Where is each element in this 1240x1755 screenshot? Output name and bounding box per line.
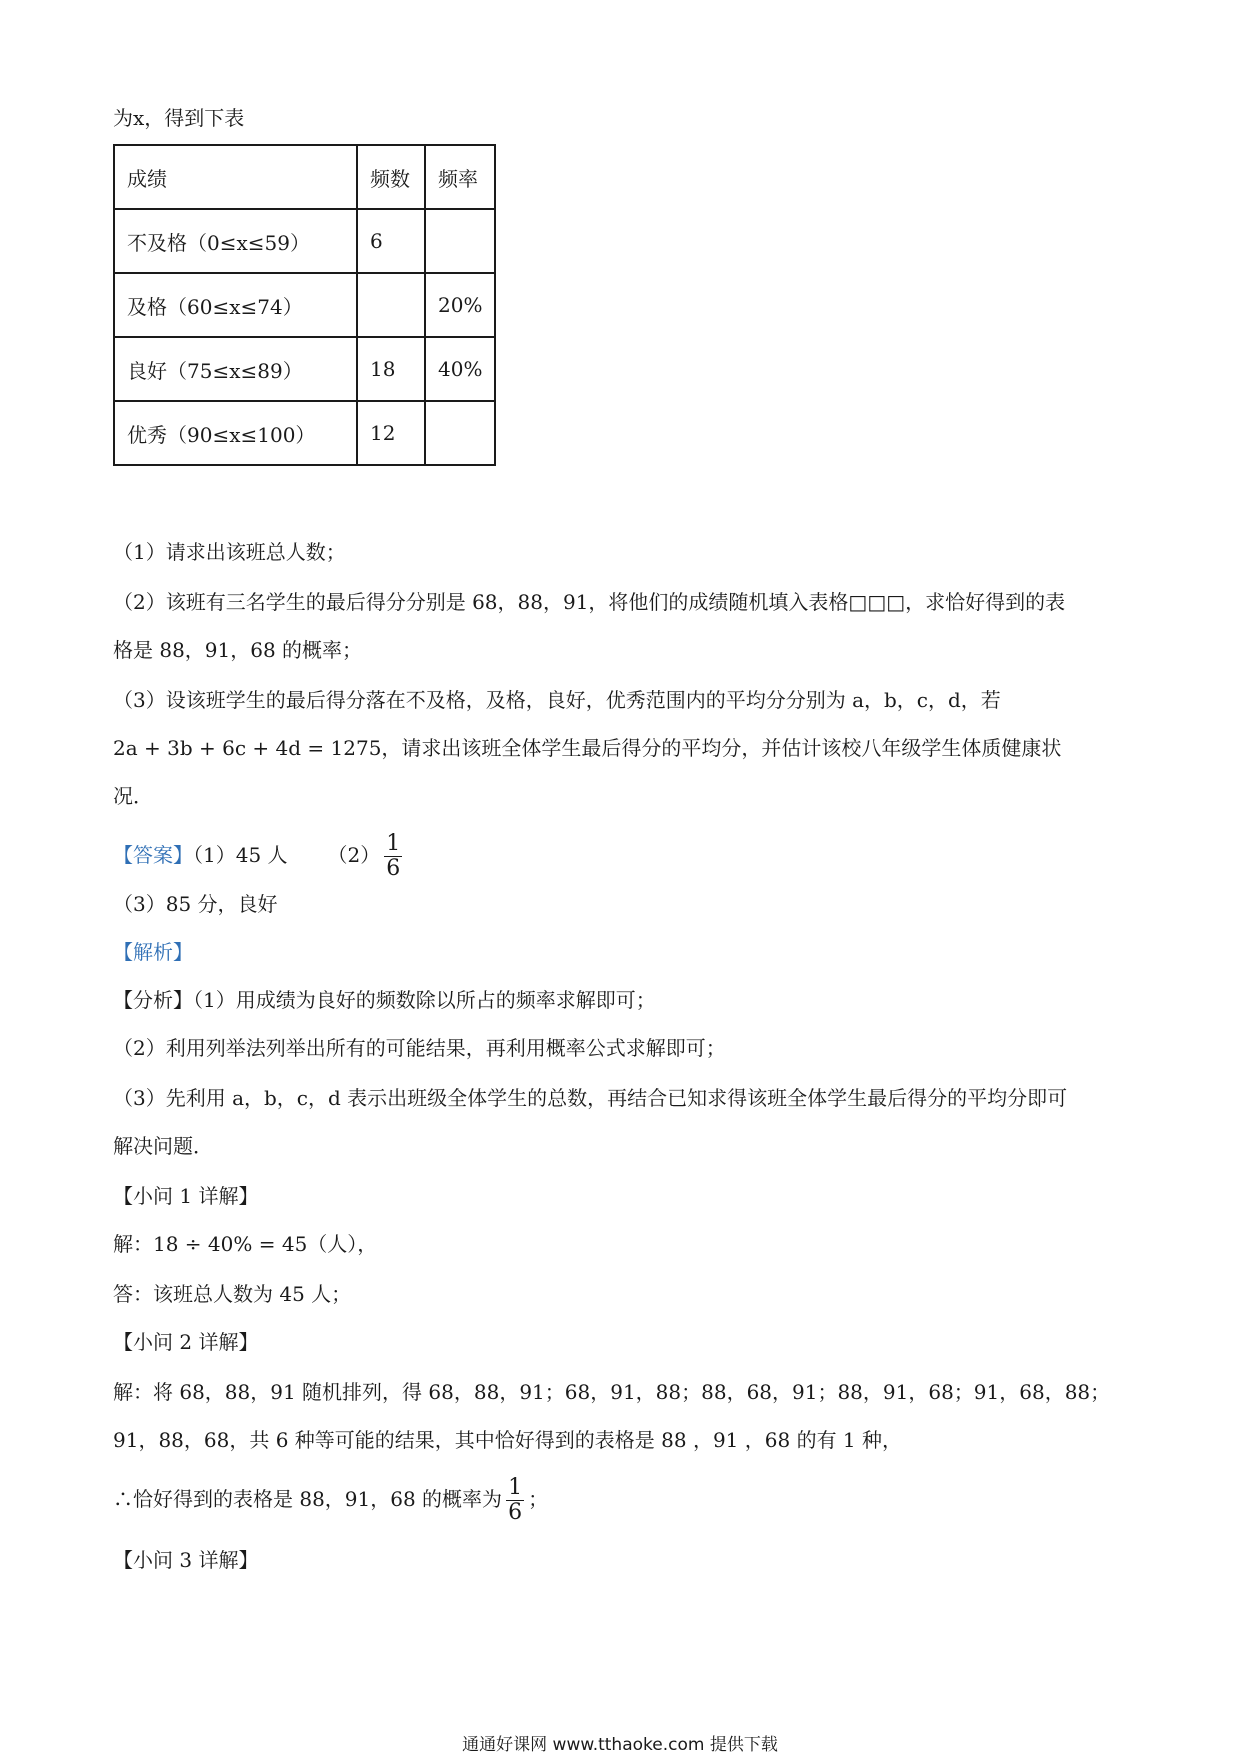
table-row: [114, 337, 495, 401]
cell-count: 12: [357, 401, 425, 465]
analysis-point-3-line-2: 解决问题．: [113, 1134, 213, 1158]
fraction-numerator: 1: [386, 831, 401, 856]
cell-grade: 良好（75≤x≤89）: [114, 337, 357, 401]
cell-rate: 40%: [425, 337, 495, 401]
fraction-denominator: 6: [386, 856, 401, 881]
question-1: （1）请求出该班总人数；: [113, 540, 346, 564]
detail-2-fraction: [506, 1476, 524, 1525]
page-footer: 通通好课网 www.tthaoke.com 提供下载: [462, 1735, 778, 1755]
question-2-line-2: 格是 88，91，68 的概率；: [113, 638, 363, 662]
cell-grade: 及格（60≤x≤74）: [114, 273, 357, 337]
detail-1-title: 【小问 1 详解】: [113, 1184, 259, 1208]
answer-part-1: （1）45 人: [193, 843, 288, 867]
header-grade: 成绩: [114, 145, 357, 209]
table-row: [114, 209, 495, 273]
analysis-point-2: （2）利用列举法列举出所有的可能结果，再利用概率公式求解即可；: [113, 1036, 726, 1060]
cell-grade: 优秀（90≤x≤100）: [114, 401, 357, 465]
analysis-intro-tag: 【分析】: [113, 988, 193, 1012]
table-row: [114, 401, 495, 465]
analysis-intro: [113, 986, 656, 1014]
detail-2-line-3: [113, 1470, 548, 1528]
question-3-line-2: 2a + 3b + 6c + 4d = 1275，请求出该班全体学生最后得分的平均分，并估计该校八年级学生体质健康状: [113, 736, 1062, 760]
cell-count: [357, 273, 425, 337]
table-header-row: [114, 145, 495, 209]
table-row: [114, 273, 495, 337]
detail-2-line-1: 解：将 68，88，91 随机排列，得 68，88，91；68，91，88；88，68，91；88，91，68；91，68，88；: [113, 1380, 1111, 1404]
fraction-denominator: 6: [508, 1500, 523, 1525]
answer-tag: 【答案】: [113, 843, 193, 867]
detail-3-title: 【小问 3 详解】: [113, 1548, 259, 1572]
answer-part-2-label: （2）: [327, 843, 381, 867]
detail-2-line-2: 91，88，68，共 6 种等可能的结果，其中恰好得到的表格是 88 ，91 ，68 的有 1 种，: [113, 1428, 903, 1452]
question-2-line-1: （2）该班有三名学生的最后得分分别是 68，88，91，将他们的成绩随机填入表格□□□，求恰好得到的表: [113, 590, 1066, 614]
score-frequency-table: [113, 144, 496, 466]
cell-count: 6: [357, 209, 425, 273]
cell-grade: 不及格（0≤x≤59）: [114, 209, 357, 273]
intro-text: 为x，得到下表: [113, 106, 245, 130]
header-count: 频数: [357, 145, 425, 209]
header-rate: 频率: [425, 145, 495, 209]
analysis-point-1: （1）用成绩为良好的频数除以所占的频率求解即可；: [193, 988, 656, 1012]
cell-rate: [425, 401, 495, 465]
cell-rate: 20%: [425, 273, 495, 337]
analysis-tag: 【解析】: [113, 940, 193, 964]
detail-1-solution: 解：18 ÷ 40% = 45（人），: [113, 1232, 378, 1256]
answer-fraction: [384, 832, 402, 881]
detail-2-line-3-end: ；: [528, 1487, 549, 1511]
analysis-point-3-line-1: （3）先利用 a，b，c，d 表示出班级全体学生的总数，再结合已知求得该班全体学生最后得分的平均分即可: [113, 1086, 1068, 1110]
cell-count: 18: [357, 337, 425, 401]
question-3-line-3: 况．: [113, 784, 153, 808]
answer-line: [113, 826, 406, 884]
fraction-numerator: 1: [508, 1475, 523, 1500]
question-3-line-1: （3）设该班学生的最后得分落在不及格，及格，良好，优秀范围内的平均分分别为 a，b，c，d，若: [113, 688, 1001, 712]
detail-2-line-3-text: ∴恰好得到的表格是 88，91，68 的概率为: [113, 1487, 503, 1511]
detail-2-title: 【小问 2 详解】: [113, 1330, 259, 1354]
detail-1-answer: 答：该班总人数为 45 人；: [113, 1282, 352, 1306]
answer-part-3: （3）85 分，良好: [113, 892, 278, 916]
cell-rate: [425, 209, 495, 273]
